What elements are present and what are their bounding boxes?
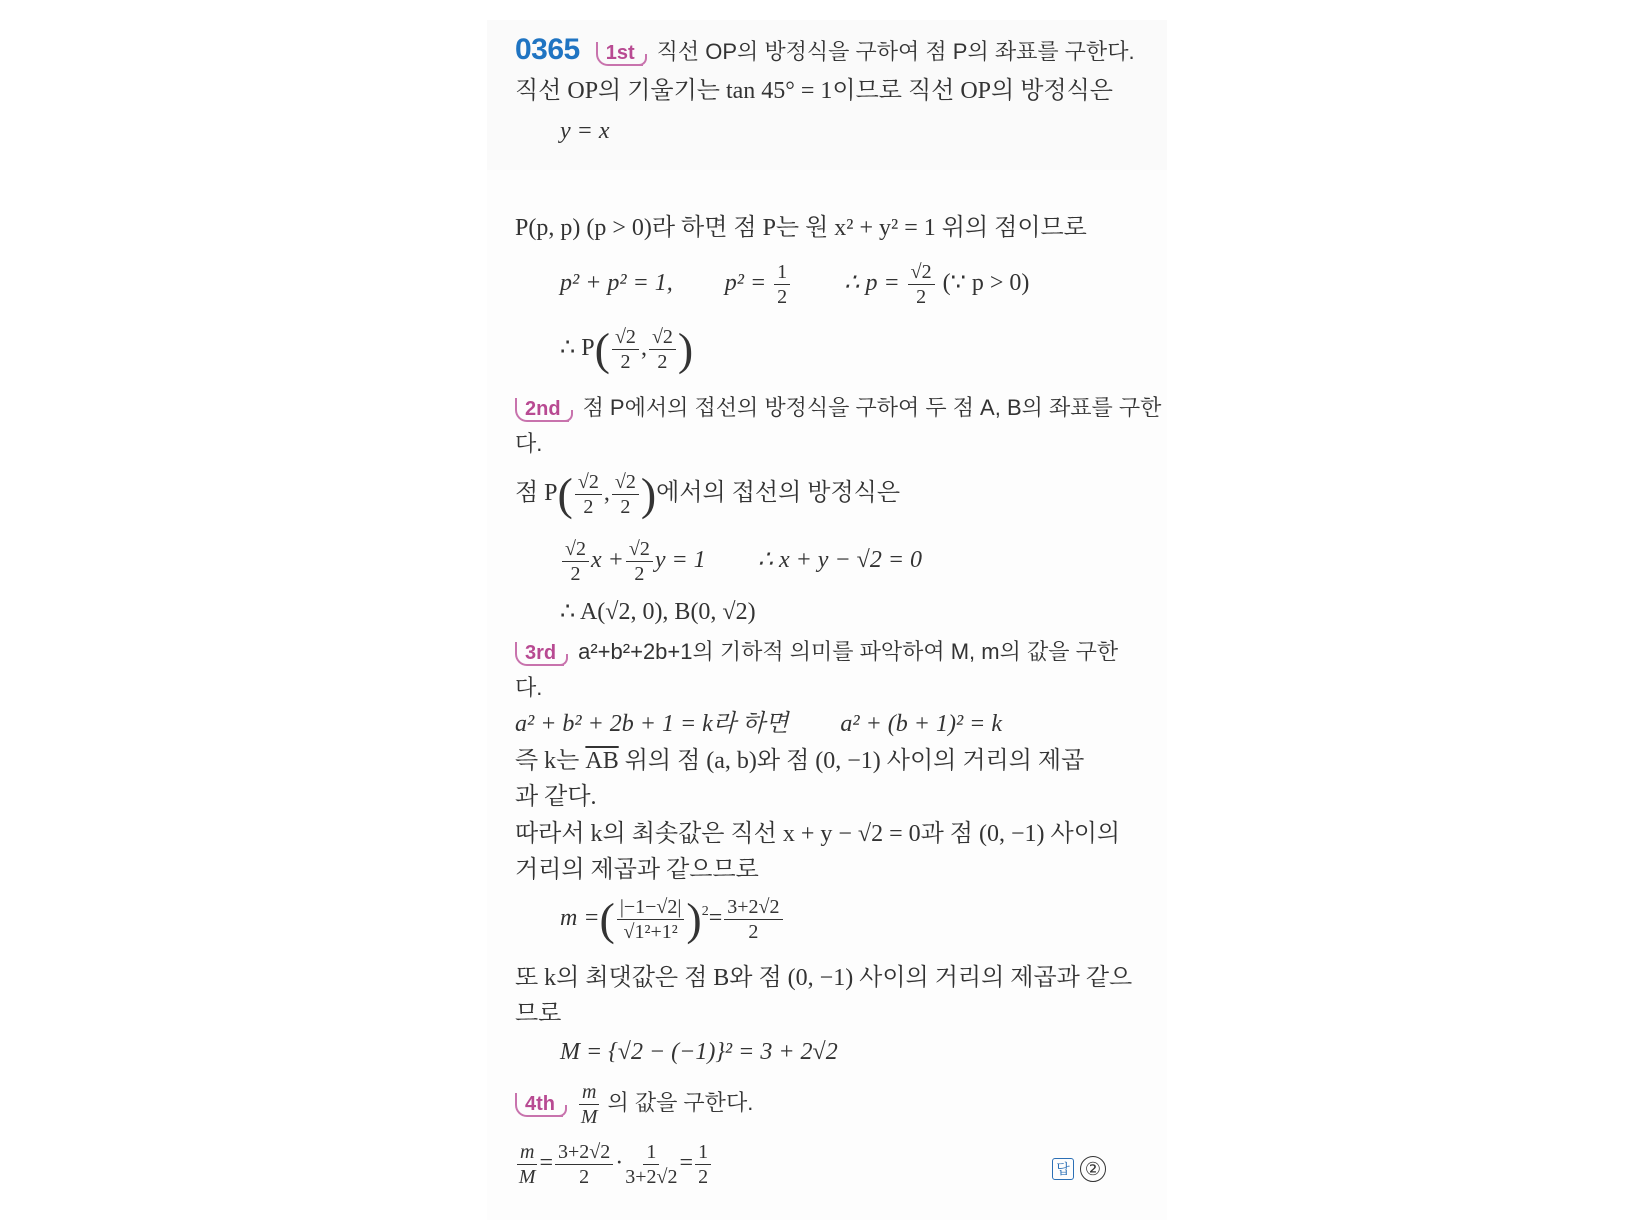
- frac-coef-x: $\frac{√2}{2}$: [562, 537, 589, 586]
- step3-title: a²+b²+2b+1의 기하적 의미를 파악하여 M, m의 값을 구한: [578, 639, 1119, 664]
- k-max-cont: 므로: [515, 1001, 562, 1027]
- k-meaning-line: [515, 745, 1084, 777]
- step1-tag: 1st: [596, 42, 643, 66]
- step4-title: 의 값을 구한다.: [607, 1090, 754, 1116]
- step3-tag: 3rd: [515, 642, 564, 666]
- tangent-y-term: y = 1: [654, 547, 706, 574]
- frac-m-over-M-heading: $\frac{m}{M}$: [580, 1081, 598, 1128]
- k-def-right: a² + (b + 1)² = k: [840, 711, 1003, 737]
- tangent-simplified: ∴ x + y − √2 = 0: [757, 547, 923, 574]
- frac-tx: $\frac{√2}{2}$: [575, 470, 602, 519]
- p-square-eq: p² =: [724, 270, 767, 297]
- point-p-setup: P(p, p) (p > 0)라 하면 점 P는 원 x² + y² = 1 위의 점이므로: [515, 215, 1087, 241]
- step1-heading: [515, 34, 1135, 68]
- step2-tag: 2nd: [515, 398, 569, 422]
- step2-title-cont: 다.: [515, 431, 543, 456]
- points-ab: ∴ A(√2, 0), B(0, √2): [560, 599, 756, 625]
- step2-heading: [515, 392, 1161, 424]
- m-eq-label: m =: [560, 905, 600, 932]
- k-meaning-cont: 과 같다.: [515, 784, 597, 810]
- step3-title-cont: 다.: [515, 675, 543, 700]
- problem-number: 0365: [515, 33, 580, 66]
- final-computation: [515, 1140, 713, 1189]
- tangent-intro-text: 에서의 접선의 방정식은: [656, 480, 901, 507]
- k-meaning-c: 위의 점 (a, b)와 점 (0, −1) 사이의 거리의 제곱: [624, 748, 1085, 774]
- k-def-left: a² + b² + 2b + 1 = k라 하면: [515, 711, 789, 737]
- frac-root2-over-2: $\frac{√2}{2}$: [908, 260, 935, 309]
- slope-line: 직선 OP의 기울기는 tan 45° = 1이므로 직선 OP의 방정식은: [515, 78, 1113, 104]
- k-min-cont: 거리의 제곱과 같으므로: [515, 857, 759, 883]
- frac-coef-y: $\frac{√2}{2}$: [626, 537, 653, 586]
- solve-p-line: [560, 260, 1029, 309]
- k-max-line: 또 k의 최댓값은 점 B와 점 (0, −1) 사이의 거리의 제곱과 같으: [515, 965, 1133, 991]
- point-p-label: 점 P: [515, 480, 558, 507]
- step1-title: 직선 OP의 방정식을 구하여 점 P의 좌표를 구한다.: [656, 39, 1135, 64]
- frac-py: $\frac{√2}{2}$: [649, 325, 676, 374]
- k-definition: [515, 708, 1002, 740]
- tangent-x-term: x +: [590, 547, 624, 574]
- k-meaning-a: 즉 k는: [515, 748, 580, 774]
- tangent-intro: 점 P( $\frac{√2}{2}$ , $\frac{√2}{2}$ )에서의 접선의 방정식은: [515, 468, 901, 520]
- tangent-equation: [560, 537, 922, 586]
- p-sum-eq: p² + p² = 1,: [560, 270, 673, 297]
- arc-ab: $\overline{AB}$: [585, 748, 619, 774]
- step2-title: 점 P에서의 접선의 방정식을 구하여 두 점 A, B의 좌표를 구한: [582, 395, 1162, 420]
- final-eq2: =: [679, 1150, 694, 1177]
- frac-ty: $\frac{√2}{2}$: [612, 470, 639, 519]
- frac-m-over-M: $\frac{m}{M}$: [518, 1141, 536, 1188]
- answer-block: [1052, 1152, 1106, 1184]
- frac-final-result: $\frac{1}{2}$: [695, 1140, 711, 1189]
- k-min-line: 따라서 k의 최솟값은 직선 x + y − √2 = 0과 점 (0, −1) 사이의: [515, 821, 1121, 847]
- m-value: m =( $\frac{|-1-√2|}{\text{√1²+1²}}$ )$^2$= $\frac{3+2√2}{2}$: [560, 895, 785, 944]
- point-p-coords: ∴ P( $\frac{√2}{2}$ , $\frac{√2}{2}$ ): [560, 323, 694, 375]
- final-dot: ·: [615, 1150, 624, 1177]
- answer-choice: ②: [1080, 1156, 1106, 1182]
- m-eq-sign: =: [708, 905, 723, 932]
- frac-final-m: $\frac{3+2√2}{2}$: [555, 1140, 613, 1189]
- frac-final-inv: $\frac{1}{3+2√2}$: [625, 1141, 678, 1188]
- big-m-value: M = {√2 − (−1)}² = 3 + 2√2: [560, 1039, 838, 1065]
- line-op-equation: y = x: [560, 118, 610, 144]
- step4-tag: 4th: [515, 1093, 563, 1117]
- therefore-p: ∴ P: [560, 335, 595, 362]
- final-eq1: =: [539, 1150, 553, 1177]
- p-positive-note: (∵ p > 0): [942, 270, 1030, 297]
- step4-heading: [515, 1080, 753, 1129]
- frac-m-result: $\frac{3+2√2}{2}$: [724, 895, 782, 944]
- step3-heading: [515, 636, 1118, 668]
- frac-px: $\frac{√2}{2}$: [612, 325, 639, 374]
- p-value-eq: ∴ p =: [844, 270, 900, 297]
- answer-badge-icon: 답: [1052, 1158, 1074, 1180]
- frac-one-half: $\frac{1}{2}$: [774, 260, 790, 309]
- frac-distance: $\frac{|-1-√2|}{\text{√1²+1²}}$: [617, 895, 685, 944]
